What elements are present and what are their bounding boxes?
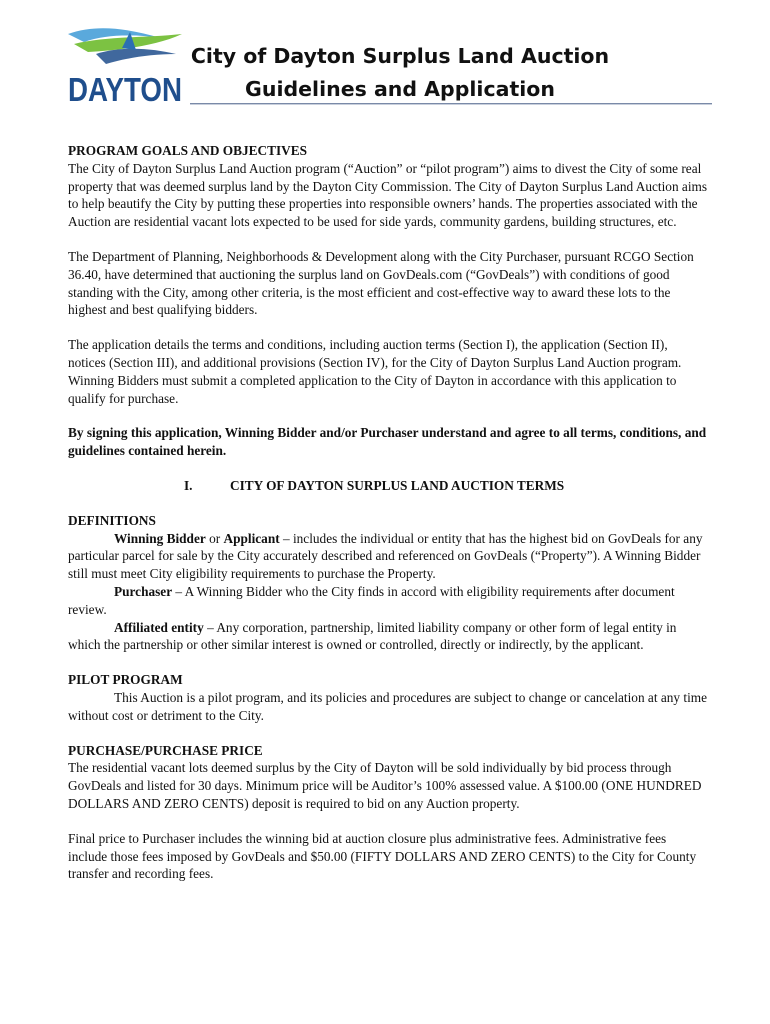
term-winning-bidder: Winning Bidder xyxy=(114,530,206,546)
title-line-1: City of Dayton Surplus Land Auction xyxy=(190,44,610,68)
term-affiliated-entity: Affiliated entity xyxy=(114,619,204,635)
definitions-heading: DEFINITIONS xyxy=(68,512,156,528)
dayton-logo xyxy=(66,24,184,106)
document-title xyxy=(190,40,610,106)
title-line-2: Guidelines and Application xyxy=(245,77,555,101)
agreement-statement: By signing this application, Winning Bidder and/or Purchaser understand and agree to all terms, conditions, and guidelines contained herein. xyxy=(68,425,707,459)
section-1-number: I. xyxy=(184,477,193,493)
definition-winning-bidder: Winning Bidder or Applicant – includes the individual or entity that has the highest bid on GovDeals for any particular parcel for sale by the City accurately described and referenced on GovDeals (“Property”). A Winning Bidder still must meet City eligibility requirements to purchase the Property. xyxy=(68,530,703,582)
header-rule xyxy=(190,103,712,104)
goals-paragraph-1: The City of Dayton Surplus Land Auction program (“Auction” or “pilot program”) aims to divest the City of some real property that was deemed surplus land by the Dayton City Commission. The City of Dayton Surplus Land Auction aims to help beautify the City by putting these properties into responsible owners’ hands. The properties associated with the Auction are residential vacant lots expected to be used for side yards, community gardens, building structures, etc. xyxy=(68,160,708,230)
pilot-text: This Auction is a pilot program, and its policies and procedures are subject to change or cancelation at any time without cost or detriment to the City. xyxy=(68,689,708,723)
purchase-heading: PURCHASE/PURCHASE PRICE xyxy=(68,742,263,758)
goals-heading: PROGRAM GOALS AND OBJECTIVES xyxy=(68,143,308,158)
term-applicant: Applicant xyxy=(223,530,280,546)
dayton-logo-graphic xyxy=(66,24,184,106)
goals-paragraph-3: The application details the terms and conditions, including auction terms (Section I), the application (Section II), notices (Section III), and additional provisions (Section IV), for the City of Dayton Surplus Land Auction program. Winning Bidders must submit a completed application to the City of Dayton in accordance with this application to qualify for purchase. xyxy=(68,337,682,406)
logo-wordmark: DAYTON xyxy=(68,71,182,108)
definition-affiliated-entity: Affiliated entity – Any corporation, partnership, limited liability company or other form of legal entity in which the partnership or other similar interest is owned or controlled, directly or indirectly, by the applicant. xyxy=(68,619,677,653)
purchase-paragraph-2: Final price to Purchaser includes the winning bid at auction closure plus administrative fees. Administrative fees include those fees imposed by GovDeals and $50.00 (FIFTY DOLLARS AND ZERO CENTS) to the City for County transfer and recording fees. xyxy=(68,830,697,882)
document-body xyxy=(68,142,708,883)
goals-paragraph-2: The Department of Planning, Neighborhoods & Development along with the City Purchaser, pursuant RCGO Section 36.40, have determined that auctioning the surplus land on GovDeals.com (“GovDeals”) with conditions of good standing with the City, among other criteria, is the most efficient and cost-effective way to award these lots to the highest and best qualifying bidders. xyxy=(68,248,694,318)
term-purchaser: Purchaser xyxy=(114,583,173,599)
definition-purchaser: Purchaser – A Winning Bidder who the City finds in accord with eligibility requirements after document review. xyxy=(68,583,675,617)
section-1-text: CITY OF DAYTON SURPLUS LAND AUCTION TERMS xyxy=(230,477,565,493)
section-1-title xyxy=(68,477,708,495)
purchase-paragraph-1: The residential vacant lots deemed surplus by the City of Dayton will be sold individually by bid process through GovDeals and listed for 30 days. Minimum price will be Auditor’s 100% assessed value. A $100.00 (ONE HUNDRED DOLLARS AND ZERO CENTS) deposit is required to bid on any Auction property. xyxy=(68,760,702,811)
pilot-heading: PILOT PROGRAM xyxy=(68,672,183,688)
